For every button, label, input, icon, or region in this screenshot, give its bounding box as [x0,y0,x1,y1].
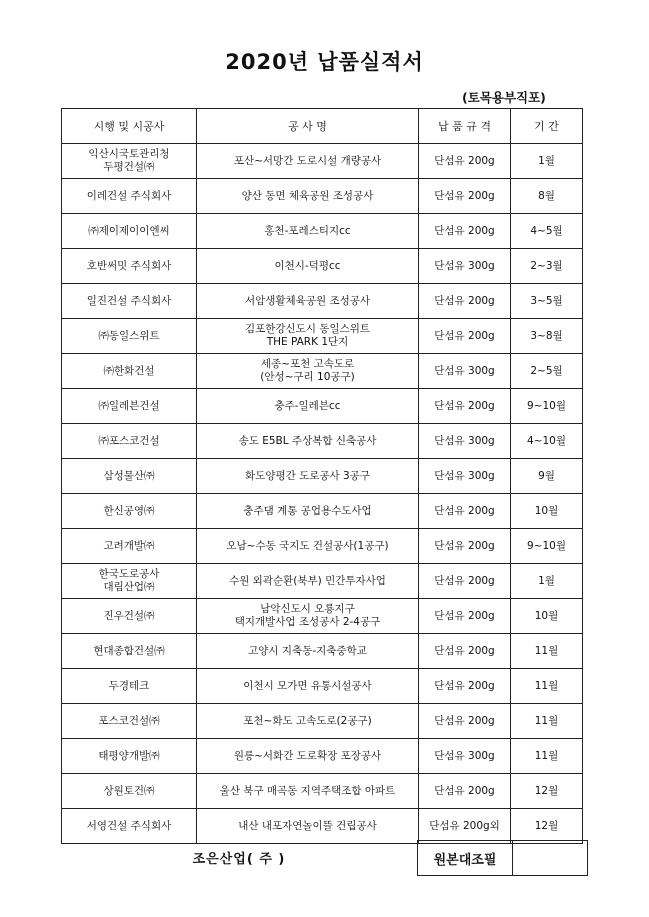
cell-period: 1월 [511,144,583,179]
footer-stamp-boxes [417,840,588,876]
cell-project-name: 오남~수동 국지도 건설공사(1공구) [197,529,419,564]
table-header-row [62,109,583,144]
cell-contractor: 호반써밋 주식회사 [62,249,197,284]
cell-period: 11월 [511,634,583,669]
table-row [62,564,583,599]
cell-spec: 단섬유 200g외 [419,809,511,844]
cell-spec: 단섬유 200g [419,529,511,564]
cell-period: 1월 [511,564,583,599]
cell-period: 3~8월 [511,319,583,354]
table-row [62,634,583,669]
table-row [62,704,583,739]
cell-contractor: ㈜동일스위트 [62,319,197,354]
table-row [62,529,583,564]
cell-spec: 단섬유 200g [419,214,511,249]
table-row [62,319,583,354]
table-row [62,389,583,424]
cell-contractor: 한국도로공사 대림산업㈜ [62,564,197,599]
cell-project-name: 김포한강신도시 동일스위트 THE PARK 1단지 [197,319,419,354]
cell-project-name: 서암생활체육공원 조성공사 [197,284,419,319]
cell-spec: 단섬유 300g [419,739,511,774]
cell-spec: 단섬유 200g [419,494,511,529]
cell-spec: 단섬유 200g [419,669,511,704]
cell-contractor: 삼성물산㈜ [62,459,197,494]
table-row [62,599,583,634]
cell-contractor: 포스코건설㈜ [62,704,197,739]
cell-spec: 단섬유 300g [419,354,511,389]
table-row [62,494,583,529]
cell-contractor: 일진건설 주식회사 [62,284,197,319]
cell-period: 12월 [511,774,583,809]
table-row [62,284,583,319]
cell-period: 11월 [511,704,583,739]
original-certified-label: 원본대조필 [418,841,513,876]
cell-contractor: ㈜포스코건설 [62,424,197,459]
cell-spec: 단섬유 300g [419,424,511,459]
header-spec: 납 품 규 격 [419,109,511,144]
table-row [62,424,583,459]
table-row [62,774,583,809]
cell-spec: 단섬유 300g [419,459,511,494]
cell-period: 11월 [511,739,583,774]
cell-project-name: 충주-일레븐cc [197,389,419,424]
cell-spec: 단섬유 200g [419,389,511,424]
cell-period: 9월 [511,459,583,494]
cell-period: 9~10월 [511,529,583,564]
cell-project-name: 충주댐 계통 공업용수도사업 [197,494,419,529]
delivery-record-table [61,108,583,844]
cell-contractor: 익산시국토관리청 두평건설㈜ [62,144,197,179]
table-row [62,179,583,214]
cell-project-name: 송도 E5BL 주상복합 신축공사 [197,424,419,459]
table-row [62,809,583,844]
header-period: 기 간 [511,109,583,144]
cell-contractor: ㈜한화건설 [62,354,197,389]
cell-contractor: 서영건설 주식회사 [62,809,197,844]
cell-contractor: ㈜제이제이이엔씨 [62,214,197,249]
table-row [62,214,583,249]
cell-period: 12월 [511,809,583,844]
table-row [62,354,583,389]
cell-contractor: 진우건설㈜ [62,599,197,634]
cell-period: 4~10월 [511,424,583,459]
footer-company-name: 조은산업( 주 ) [192,852,286,867]
cell-period: 10월 [511,494,583,529]
cell-project-name: 포산~서망간 도로시설 개량공사 [197,144,419,179]
cell-spec: 단섬유 200g [419,179,511,214]
table-row [62,459,583,494]
table-row [62,669,583,704]
cell-period: 8월 [511,179,583,214]
cell-period: 10월 [511,599,583,634]
header-contractor: 시행 및 시공사 [62,109,197,144]
cell-contractor: 두경테크 [62,669,197,704]
cell-spec: 단섬유 200g [419,634,511,669]
cell-project-name: 내산 내포자연놀이뜰 건립공사 [197,809,419,844]
cell-period: 2~3월 [511,249,583,284]
cell-spec: 단섬유 200g [419,704,511,739]
cell-period: 9~10월 [511,389,583,424]
cell-contractor: ㈜일레븐건설 [62,389,197,424]
cell-project-name: 이천시 모가면 유통시설공사 [197,669,419,704]
table-row [62,739,583,774]
stamp-box [513,841,588,876]
cell-project-name: 수원 외곽순환(북부) 민간투자사업 [197,564,419,599]
cell-period: 2~5월 [511,354,583,389]
cell-contractor: 현대종합건설㈜ [62,634,197,669]
document-title: 2020년 납품실적서 [225,50,424,74]
cell-contractor: 이레건설 주식회사 [62,179,197,214]
cell-period: 4~5월 [511,214,583,249]
cell-project-name: 원릉~서화간 도로확장 포장공사 [197,739,419,774]
document-subtitle: (토목용부직포) [462,90,546,105]
table-row [62,249,583,284]
table-row [62,144,583,179]
cell-spec: 단섬유 200g [419,284,511,319]
cell-period: 11월 [511,669,583,704]
cell-spec: 단섬유 300g [419,249,511,284]
cell-project-name: 홍천-포레스티지cc [197,214,419,249]
cell-spec: 단섬유 200g [419,319,511,354]
cell-project-name: 고양시 지축동-지축중학교 [197,634,419,669]
cell-project-name: 남악신도시 오룡지구 택지개발사업 조성공사 2-4공구 [197,599,419,634]
cell-contractor: 고려개발㈜ [62,529,197,564]
cell-spec: 단섬유 200g [419,144,511,179]
cell-project-name: 화도양평간 도로공사 3공구 [197,459,419,494]
cell-contractor: 상원토건㈜ [62,774,197,809]
cell-contractor: 한신공영㈜ [62,494,197,529]
header-project-name: 공 사 명 [197,109,419,144]
cell-spec: 단섬유 200g [419,564,511,599]
cell-project-name: 울산 북구 매곡동 지역주택조합 아파트 [197,774,419,809]
cell-contractor: 태평양개발㈜ [62,739,197,774]
cell-project-name: 이천시-덕평cc [197,249,419,284]
cell-project-name: 포천~화도 고속도로(2공구) [197,704,419,739]
cell-project-name: 세종~포천 고속도로 (안성~구리 10공구) [197,354,419,389]
cell-spec: 단섬유 200g [419,774,511,809]
cell-spec: 단섬유 200g [419,599,511,634]
cell-project-name: 양산 동면 체육공원 조성공사 [197,179,419,214]
cell-period: 3~5월 [511,284,583,319]
